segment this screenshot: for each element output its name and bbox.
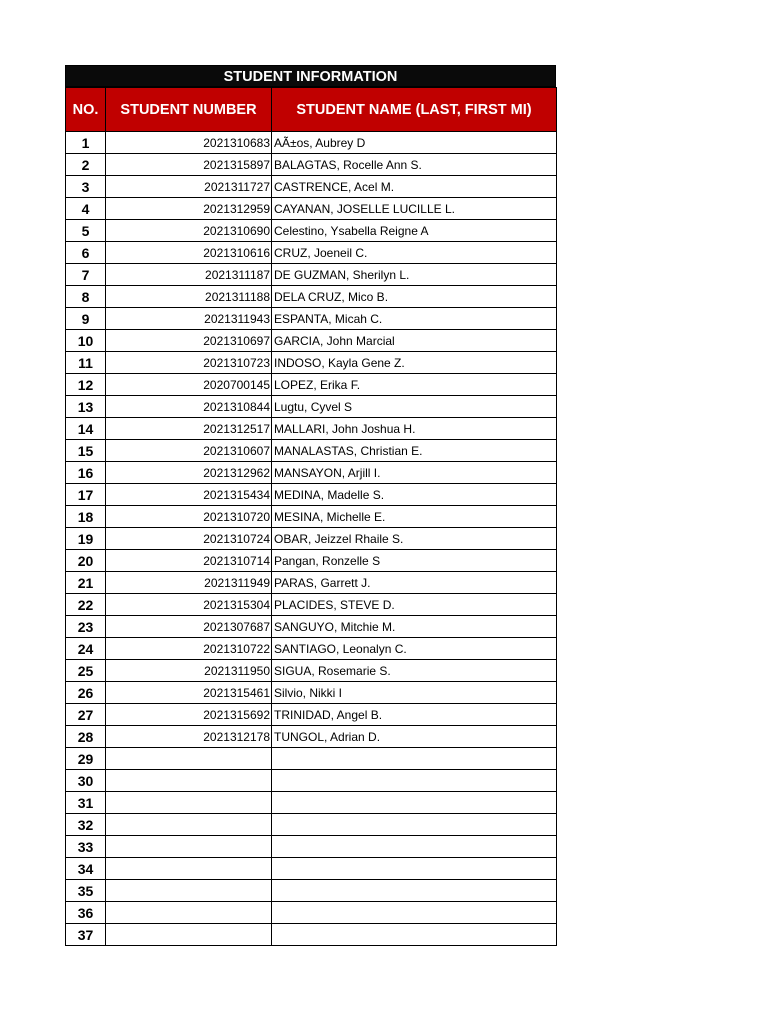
student-name-cell[interactable]: Pangan, Ronzelle S <box>272 550 557 572</box>
row-number-cell[interactable]: 2 <box>66 154 106 176</box>
student-number-cell[interactable]: 2021310690 <box>106 220 272 242</box>
row-number-cell[interactable]: 33 <box>66 836 106 858</box>
table-row <box>66 880 557 902</box>
student-name-cell[interactable]: TUNGOL, Adrian D. <box>272 726 557 748</box>
table-row <box>66 154 557 176</box>
table-row <box>66 506 557 528</box>
student-name-cell[interactable] <box>272 814 557 836</box>
table-row <box>66 704 557 726</box>
student-name-cell[interactable]: CAYANAN, JOSELLE LUCILLE L. <box>272 198 557 220</box>
table-row <box>66 528 557 550</box>
table-row <box>66 814 557 836</box>
student-name-cell[interactable] <box>272 902 557 924</box>
row-number-cell[interactable]: 36 <box>66 902 106 924</box>
table-row <box>66 264 557 286</box>
student-name-cell[interactable]: SANGUYO, Mitchie M. <box>272 616 557 638</box>
table-row <box>66 440 557 462</box>
table-row <box>66 660 557 682</box>
student-number-cell[interactable] <box>106 748 272 770</box>
student-number-cell[interactable]: 2020700145 <box>106 374 272 396</box>
table-row <box>66 726 557 748</box>
row-number-cell[interactable]: 25 <box>66 660 106 682</box>
table-row <box>66 748 557 770</box>
row-number-cell[interactable]: 20 <box>66 550 106 572</box>
table-row <box>66 616 557 638</box>
student-name-cell[interactable] <box>272 770 557 792</box>
table-row <box>66 396 557 418</box>
row-number-cell[interactable]: 15 <box>66 440 106 462</box>
student-number-cell[interactable]: 2021315897 <box>106 154 272 176</box>
table-row <box>66 220 557 242</box>
student-number-cell[interactable] <box>106 836 272 858</box>
student-name-cell[interactable]: MESINA, Michelle E. <box>272 506 557 528</box>
student-number-cell[interactable]: 2021310723 <box>106 352 272 374</box>
student-information-sheet <box>65 65 556 946</box>
student-number-cell[interactable]: 2021315692 <box>106 704 272 726</box>
student-number-cell[interactable] <box>106 814 272 836</box>
student-name-cell[interactable]: MANALASTAS, Christian E. <box>272 440 557 462</box>
table-row <box>66 770 557 792</box>
student-name-cell[interactable]: BALAGTAS, Rocelle Ann S. <box>272 154 557 176</box>
row-number-cell[interactable]: 1 <box>66 132 106 154</box>
row-number-cell[interactable]: 3 <box>66 176 106 198</box>
student-name-cell[interactable] <box>272 924 557 946</box>
student-number-cell[interactable]: 2021312962 <box>106 462 272 484</box>
row-number-cell[interactable]: 4 <box>66 198 106 220</box>
table-row <box>66 858 557 880</box>
row-number-cell[interactable]: 24 <box>66 638 106 660</box>
table-row <box>66 286 557 308</box>
row-number-cell[interactable]: 7 <box>66 264 106 286</box>
student-number-cell[interactable]: 2021310607 <box>106 440 272 462</box>
student-name-cell[interactable] <box>272 880 557 902</box>
student-name-cell[interactable]: MEDINA, Madelle S. <box>272 484 557 506</box>
student-number-cell[interactable] <box>106 792 272 814</box>
table-row <box>66 374 557 396</box>
student-number-cell[interactable] <box>106 902 272 924</box>
table-row <box>66 902 557 924</box>
student-number-cell[interactable]: 2021310724 <box>106 528 272 550</box>
row-number-cell[interactable]: 22 <box>66 594 106 616</box>
row-number-cell[interactable]: 11 <box>66 352 106 374</box>
row-number-cell[interactable]: 26 <box>66 682 106 704</box>
student-number-cell[interactable]: 2021310722 <box>106 638 272 660</box>
row-number-cell[interactable]: 37 <box>66 924 106 946</box>
row-number-cell[interactable]: 27 <box>66 704 106 726</box>
student-number-cell[interactable]: 2021311188 <box>106 286 272 308</box>
student-number-cell[interactable]: 2021315304 <box>106 594 272 616</box>
row-number-cell[interactable]: 18 <box>66 506 106 528</box>
table-row <box>66 638 557 660</box>
table-row <box>66 176 557 198</box>
student-number-cell[interactable] <box>106 770 272 792</box>
sheet-title: STUDENT INFORMATION <box>65 65 556 87</box>
student-number-cell[interactable]: 2021312959 <box>106 198 272 220</box>
student-number-cell[interactable]: 2021311727 <box>106 176 272 198</box>
student-number-cell[interactable]: 2021310720 <box>106 506 272 528</box>
student-number-cell[interactable]: 2021310714 <box>106 550 272 572</box>
row-number-cell[interactable]: 29 <box>66 748 106 770</box>
student-name-cell[interactable]: DE GUZMAN, Sherilyn L. <box>272 264 557 286</box>
student-number-cell[interactable]: 2021312178 <box>106 726 272 748</box>
student-number-cell[interactable]: 2021311950 <box>106 660 272 682</box>
student-name-cell[interactable]: SIGUA, Rosemarie S. <box>272 660 557 682</box>
student-name-cell[interactable]: INDOSO, Kayla Gene Z. <box>272 352 557 374</box>
student-name-cell[interactable]: CASTRENCE, Acel M. <box>272 176 557 198</box>
header-student-number: STUDENT NUMBER <box>106 88 272 132</box>
student-name-cell[interactable] <box>272 748 557 770</box>
table-row <box>66 550 557 572</box>
table-row <box>66 836 557 858</box>
table-row <box>66 682 557 704</box>
student-name-cell[interactable]: AÃ±os, Aubrey D <box>272 132 557 154</box>
student-name-cell[interactable]: OBAR, Jeizzel Rhaile S. <box>272 528 557 550</box>
row-number-cell[interactable]: 6 <box>66 242 106 264</box>
row-number-cell[interactable]: 5 <box>66 220 106 242</box>
table-row <box>66 132 557 154</box>
header-row <box>66 88 557 132</box>
table-row <box>66 418 557 440</box>
student-number-cell[interactable]: 2021311187 <box>106 264 272 286</box>
student-name-cell[interactable]: LOPEZ, Erika F. <box>272 374 557 396</box>
row-number-cell[interactable]: 30 <box>66 770 106 792</box>
student-name-cell[interactable]: SANTIAGO, Leonalyn C. <box>272 638 557 660</box>
table-row <box>66 924 557 946</box>
row-number-cell[interactable]: 23 <box>66 616 106 638</box>
header-student-name: STUDENT NAME (LAST, FIRST MI) <box>272 88 557 132</box>
student-number-cell[interactable]: 2021310697 <box>106 330 272 352</box>
table-row <box>66 484 557 506</box>
student-name-cell[interactable]: GARCIA, John Marcial <box>272 330 557 352</box>
student-name-cell[interactable]: MALLARI, John Joshua H. <box>272 418 557 440</box>
student-number-cell[interactable]: 2021307687 <box>106 616 272 638</box>
table-row <box>66 792 557 814</box>
student-name-cell[interactable]: ESPANTA, Micah C. <box>272 308 557 330</box>
student-name-cell[interactable]: DELA CRUZ, Mico B. <box>272 286 557 308</box>
student-name-cell[interactable]: Silvio, Nikki I <box>272 682 557 704</box>
student-name-cell[interactable]: Celestino, Ysabella Reigne A <box>272 220 557 242</box>
row-number-cell[interactable]: 35 <box>66 880 106 902</box>
row-number-cell[interactable]: 10 <box>66 330 106 352</box>
student-name-cell[interactable]: PARAS, Garrett J. <box>272 572 557 594</box>
row-number-cell[interactable]: 12 <box>66 374 106 396</box>
student-number-cell[interactable]: 2021310616 <box>106 242 272 264</box>
row-number-cell[interactable]: 14 <box>66 418 106 440</box>
row-number-cell[interactable]: 32 <box>66 814 106 836</box>
table-row <box>66 308 557 330</box>
student-name-cell[interactable]: TRINIDAD, Angel B. <box>272 704 557 726</box>
student-number-cell[interactable]: 2021311949 <box>106 572 272 594</box>
table-row <box>66 572 557 594</box>
row-number-cell[interactable]: 13 <box>66 396 106 418</box>
row-number-cell[interactable]: 9 <box>66 308 106 330</box>
student-number-cell[interactable]: 2021315461 <box>106 682 272 704</box>
student-name-cell[interactable]: MANSAYON, Arjill I. <box>272 462 557 484</box>
student-name-cell[interactable]: PLACIDES, STEVE D. <box>272 594 557 616</box>
row-number-cell[interactable]: 31 <box>66 792 106 814</box>
table-body <box>66 132 557 946</box>
student-number-cell[interactable] <box>106 880 272 902</box>
student-number-cell[interactable]: 2021310844 <box>106 396 272 418</box>
student-table <box>65 87 557 946</box>
table-row <box>66 462 557 484</box>
student-name-cell[interactable]: CRUZ, Joeneil C. <box>272 242 557 264</box>
student-name-cell[interactable]: Lugtu, Cyvel S <box>272 396 557 418</box>
row-number-cell[interactable]: 8 <box>66 286 106 308</box>
student-number-cell[interactable]: 2021311943 <box>106 308 272 330</box>
student-name-cell[interactable] <box>272 792 557 814</box>
student-number-cell[interactable] <box>106 858 272 880</box>
row-number-cell[interactable]: 19 <box>66 528 106 550</box>
table-row <box>66 330 557 352</box>
table-row <box>66 198 557 220</box>
table-row <box>66 242 557 264</box>
table-row <box>66 352 557 374</box>
table-row <box>66 594 557 616</box>
row-number-cell[interactable]: 17 <box>66 484 106 506</box>
student-name-cell[interactable] <box>272 836 557 858</box>
student-number-cell[interactable]: 2021310683 <box>106 132 272 154</box>
header-no: NO. <box>66 88 106 132</box>
row-number-cell[interactable]: 28 <box>66 726 106 748</box>
student-number-cell[interactable]: 2021315434 <box>106 484 272 506</box>
row-number-cell[interactable]: 16 <box>66 462 106 484</box>
row-number-cell[interactable]: 34 <box>66 858 106 880</box>
student-number-cell[interactable] <box>106 924 272 946</box>
row-number-cell[interactable]: 21 <box>66 572 106 594</box>
student-name-cell[interactable] <box>272 858 557 880</box>
student-number-cell[interactable]: 2021312517 <box>106 418 272 440</box>
